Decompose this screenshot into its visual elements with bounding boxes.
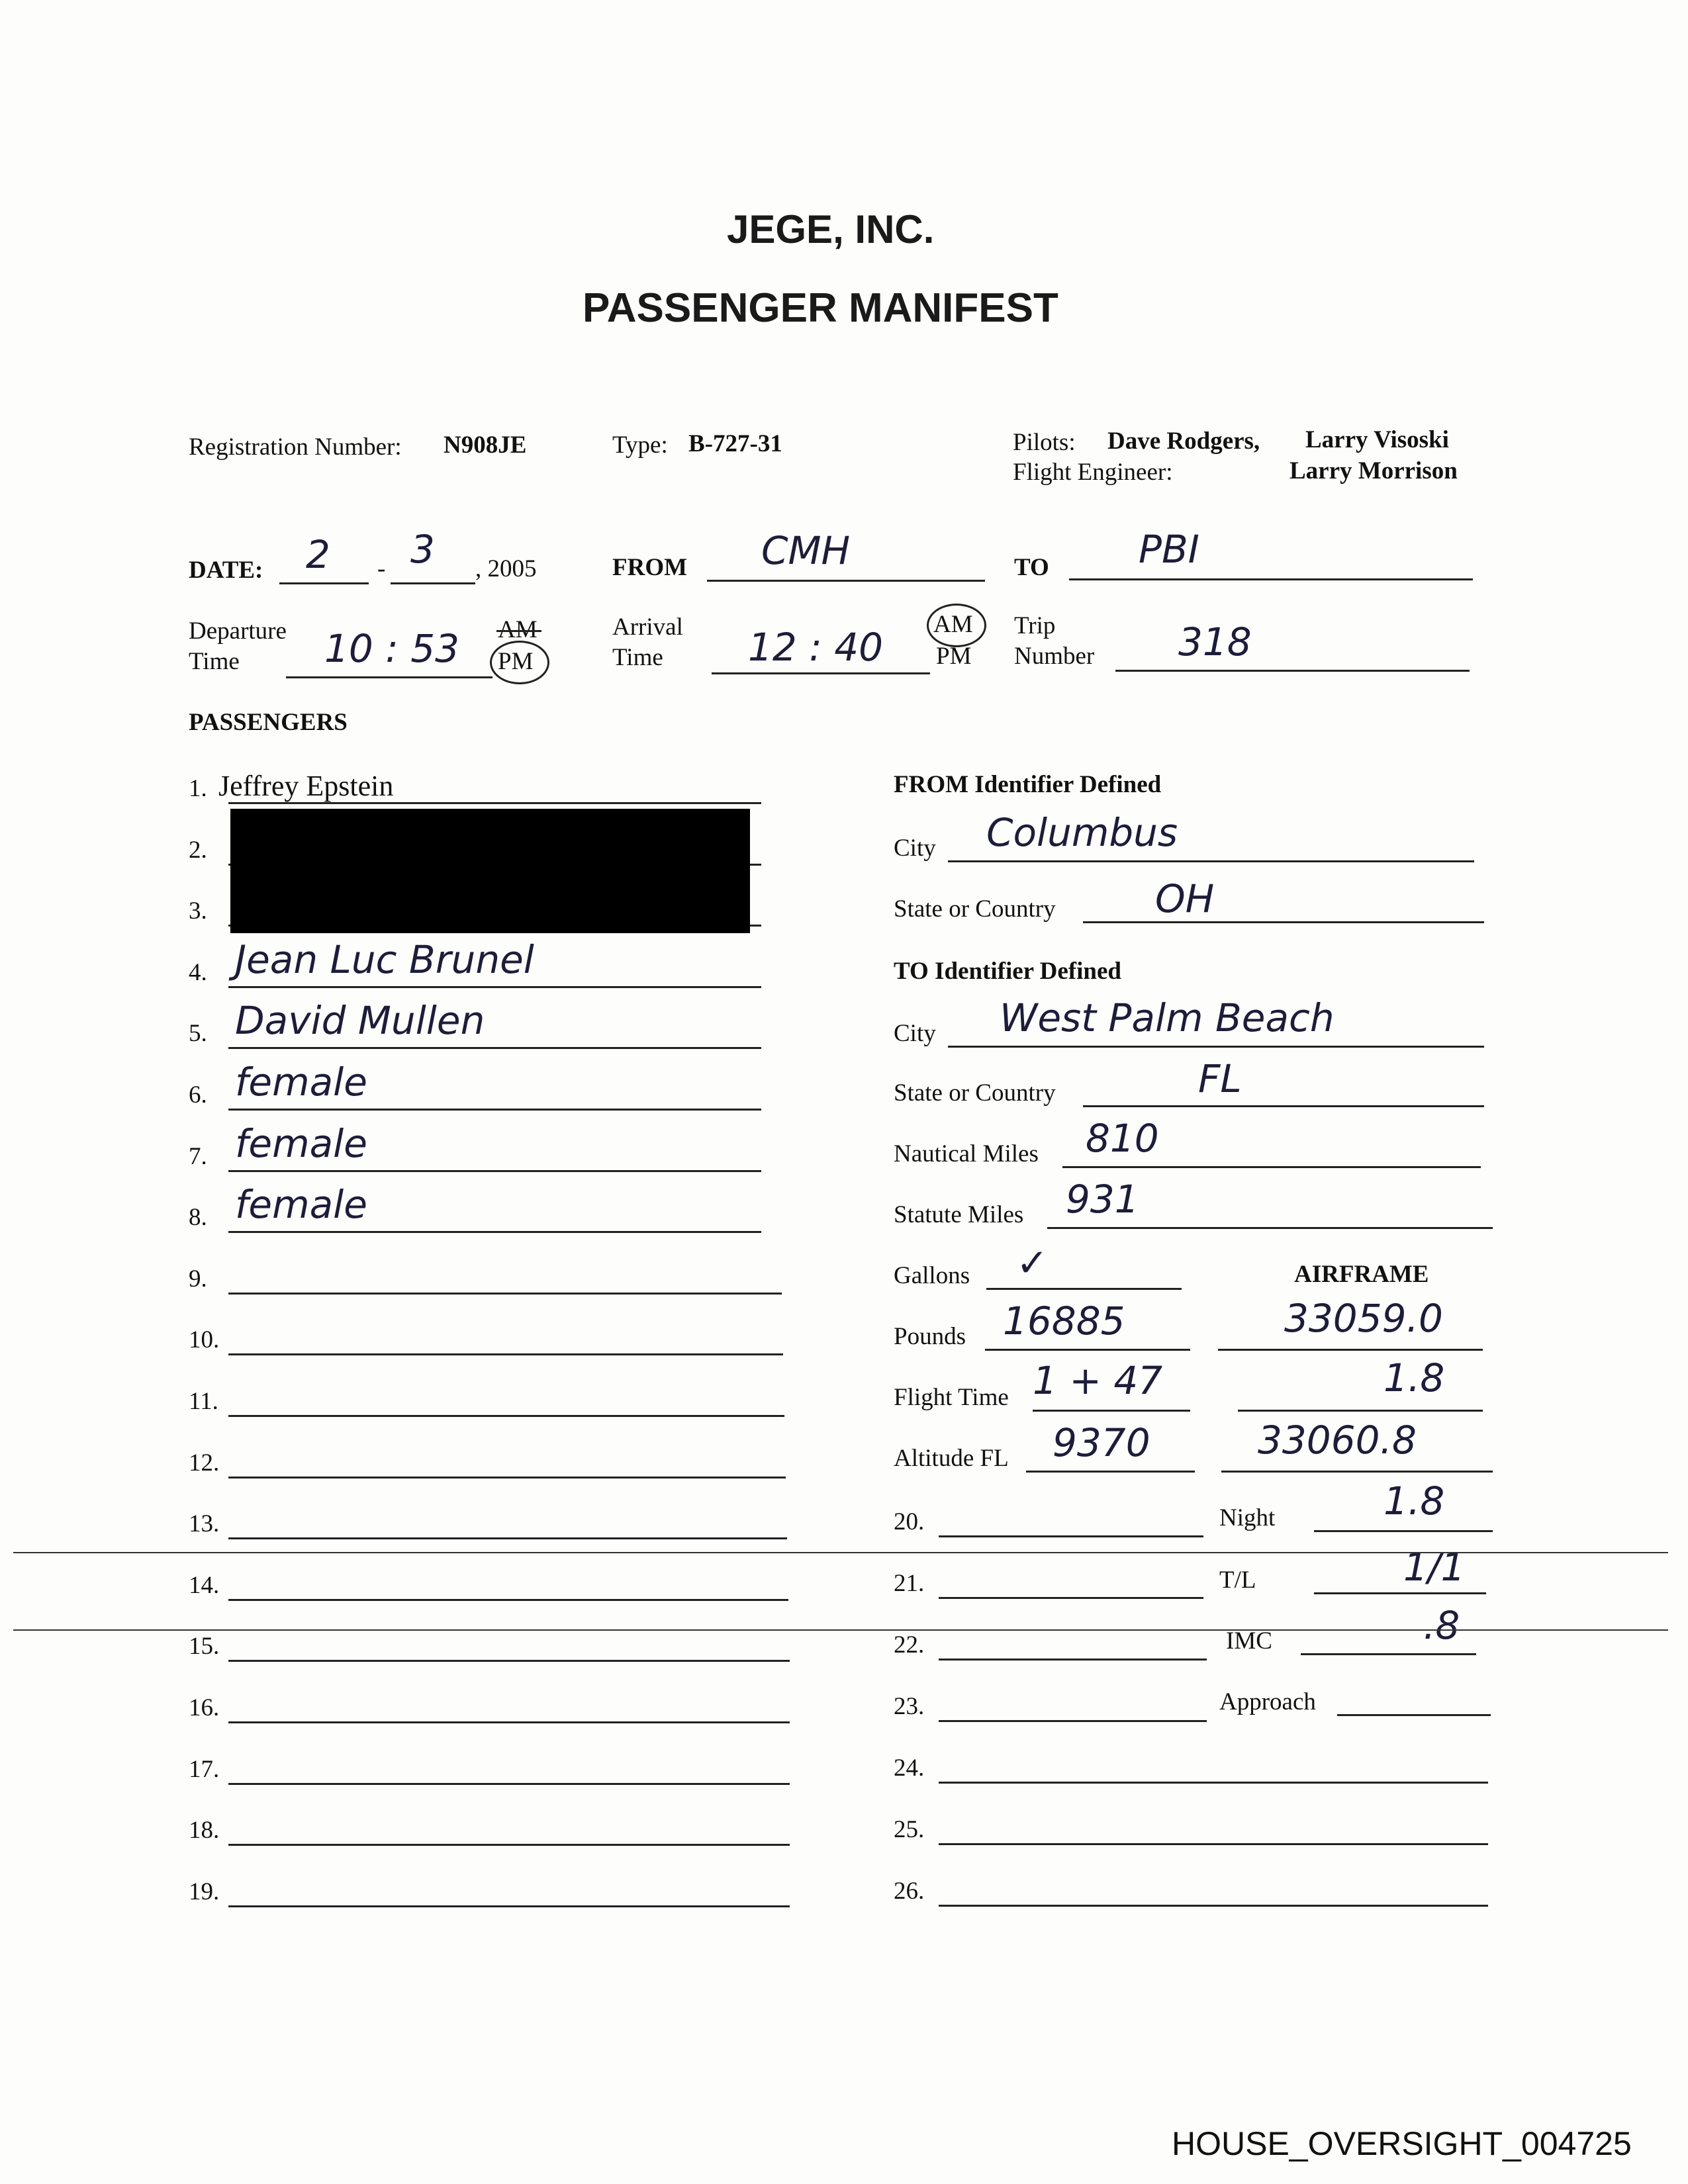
tl-value: 1/1 — [1403, 1545, 1466, 1590]
passenger-number: 11. — [189, 1388, 218, 1415]
passenger-line — [228, 1537, 787, 1539]
passenger-line — [228, 1844, 790, 1846]
type-value: B-727-31 — [688, 430, 782, 457]
altitude-label: Altitude FL — [894, 1445, 1009, 1472]
departure-label-2: Time — [189, 648, 240, 675]
passenger-line — [228, 1170, 761, 1172]
passenger-number: 12. — [189, 1449, 220, 1477]
night-label: Night — [1219, 1504, 1276, 1531]
redaction-block — [230, 809, 750, 933]
passenger-name: David Mullen — [235, 998, 485, 1044]
night-line — [1314, 1530, 1493, 1532]
pilots-label: Pilots: — [1013, 429, 1076, 456]
passenger-name: Jeffrey Epstein — [218, 770, 394, 802]
to-value: PBI — [1139, 527, 1199, 572]
imc-label: IMC — [1226, 1627, 1272, 1655]
to-line — [1069, 578, 1473, 580]
arrival-time-value: 12 : 40 — [748, 625, 884, 670]
departure-pm-circle — [490, 641, 549, 684]
passenger-line — [228, 1231, 761, 1233]
date-month-value: 2 — [306, 532, 330, 577]
extra-row-line — [939, 1659, 1207, 1661]
scan-line-1 — [13, 1552, 1668, 1553]
passenger-line — [228, 1783, 790, 1785]
date-day-line — [391, 582, 475, 584]
departure-am-option: AM — [498, 616, 538, 643]
to-label: TO — [1014, 554, 1049, 581]
passenger-name: Jean Luc Brunel — [235, 936, 534, 982]
date-day-value: 3 — [410, 527, 435, 572]
date-label: DATE: — [189, 557, 263, 584]
extra-row-number: 22. — [894, 1631, 925, 1659]
passenger-line — [228, 1353, 783, 1355]
extra-row-number: 21. — [894, 1570, 925, 1597]
registration-label: Registration Number: — [189, 433, 402, 461]
extra-row-number: 20. — [894, 1508, 925, 1535]
pilot-1: Dave Rodgers, — [1107, 428, 1260, 455]
extra-row-line — [939, 1782, 1488, 1784]
passenger-number: 14. — [189, 1571, 220, 1599]
passenger-line — [228, 1905, 790, 1907]
departure-pm-option: PM — [498, 648, 534, 675]
flight-time-value: 1 + 47 — [1033, 1358, 1163, 1403]
airframe-label: AIRFRAME — [1294, 1261, 1429, 1288]
extra-row-number: 23. — [894, 1693, 925, 1720]
departure-time-value: 10 : 53 — [324, 626, 460, 671]
approach-line — [1337, 1714, 1491, 1716]
extra-row-line — [939, 1843, 1488, 1845]
extra-row-line — [939, 1597, 1203, 1599]
departure-label-1: Departure — [189, 617, 287, 645]
departure-time-line — [286, 676, 492, 678]
passenger-number: 16. — [189, 1694, 220, 1721]
trip-label-1: Trip — [1014, 612, 1056, 639]
passenger-number: 3. — [189, 897, 207, 925]
tl-line — [1314, 1592, 1486, 1594]
statute-miles-line — [1047, 1227, 1493, 1229]
trip-number-value: 318 — [1178, 619, 1252, 664]
scan-line-2 — [13, 1629, 1668, 1631]
passenger-line — [228, 1415, 784, 1417]
to-identifier-heading: TO Identifier Defined — [894, 958, 1121, 985]
passenger-number: 6. — [189, 1081, 207, 1109]
date-month-line — [279, 582, 369, 584]
flight-engineer-label: Flight Engineer: — [1013, 459, 1173, 486]
to-state-label: State or Country — [894, 1079, 1056, 1107]
departure-am-strikethrough — [496, 630, 541, 632]
passenger-number: 7. — [189, 1142, 207, 1170]
passenger-number: 17. — [189, 1755, 220, 1783]
passenger-number: 9. — [189, 1265, 207, 1293]
gallons-line — [986, 1288, 1182, 1290]
to-state-line — [1083, 1105, 1484, 1107]
statute-miles-value: 931 — [1066, 1177, 1139, 1222]
airframe-2-value: 1.8 — [1383, 1355, 1445, 1400]
altitude-value: 9370 — [1053, 1420, 1150, 1465]
to-city-value: West Palm Beach — [1000, 995, 1335, 1040]
tl-label: T/L — [1219, 1567, 1256, 1594]
extra-row-line — [939, 1720, 1207, 1722]
imc-value: .8 — [1423, 1603, 1460, 1648]
arrival-pm-option: PM — [936, 643, 972, 670]
airframe-1-line — [1218, 1349, 1483, 1351]
passenger-number: 19. — [189, 1878, 220, 1905]
nautical-miles-value: 810 — [1086, 1116, 1159, 1161]
passengers-heading: PASSENGERS — [189, 709, 348, 736]
to-city-line — [948, 1046, 1484, 1048]
imc-line — [1301, 1653, 1476, 1655]
date-year: , 2005 — [475, 555, 537, 582]
extra-row-line — [939, 1535, 1203, 1537]
flight-time-label: Flight Time — [894, 1384, 1009, 1411]
document-title: PASSENGER MANIFEST — [583, 285, 1058, 331]
passenger-line — [228, 1721, 790, 1723]
trip-label-2: Number — [1014, 643, 1095, 670]
airframe-3-line — [1221, 1471, 1493, 1473]
arrival-label-2: Time — [612, 644, 663, 671]
passenger-number: 18. — [189, 1817, 220, 1844]
company-name: JEGE, INC. — [727, 207, 935, 251]
passenger-line — [228, 1293, 782, 1295]
flight-engineer-value: Larry Morrison — [1289, 457, 1458, 484]
passenger-name: female — [235, 1120, 367, 1166]
passenger-number: 15. — [189, 1633, 220, 1661]
airframe-1-value: 33059.0 — [1284, 1296, 1443, 1341]
statute-miles-label: Statute Miles — [894, 1201, 1024, 1228]
type-label: Type: — [612, 432, 668, 459]
pounds-value: 16885 — [1003, 1298, 1125, 1343]
passenger-line — [228, 1660, 790, 1662]
airframe-2-line — [1238, 1410, 1483, 1412]
registration-value: N908JE — [444, 432, 527, 459]
passenger-line — [228, 1109, 761, 1111]
from-state-value: OH — [1155, 876, 1215, 921]
pounds-label: Pounds — [894, 1323, 966, 1350]
approach-label: Approach — [1219, 1688, 1316, 1715]
extra-row-number: 26. — [894, 1878, 925, 1905]
date-separator: - — [377, 555, 386, 582]
flight-time-line — [1033, 1410, 1190, 1412]
passenger-line — [228, 1599, 788, 1601]
gallons-label: Gallons — [894, 1262, 970, 1289]
arrival-am-circle — [927, 604, 986, 647]
passenger-name: female — [235, 1182, 367, 1228]
passenger-number: 1. — [189, 775, 207, 802]
from-line — [707, 580, 985, 582]
trip-number-line — [1115, 670, 1470, 672]
from-city-line — [948, 860, 1474, 862]
to-city-label: City — [894, 1020, 936, 1047]
from-state-line — [1083, 921, 1484, 923]
from-city-label: City — [894, 835, 936, 862]
extra-row-number: 25. — [894, 1816, 925, 1843]
nautical-miles-label: Nautical Miles — [894, 1140, 1039, 1167]
arrival-time-line — [712, 672, 930, 674]
passenger-number: 13. — [189, 1510, 220, 1538]
passenger-line — [228, 1477, 786, 1479]
gallons-value: ✓ — [1016, 1240, 1049, 1285]
nautical-miles-line — [1062, 1166, 1481, 1168]
passenger-name: female — [235, 1060, 367, 1105]
altitude-line — [1026, 1471, 1195, 1473]
extra-row-line — [939, 1905, 1488, 1907]
passenger-number: 8. — [189, 1204, 207, 1232]
passenger-number: 4. — [189, 958, 207, 986]
night-value: 1.8 — [1383, 1479, 1445, 1524]
from-city-value: Columbus — [986, 810, 1178, 855]
arrival-label-1: Arrival — [612, 614, 683, 641]
from-identifier-heading: FROM Identifier Defined — [894, 771, 1162, 798]
pilot-2: Larry Visoski — [1305, 426, 1449, 453]
from-state-label: State or Country — [894, 895, 1056, 923]
to-state-value: FL — [1198, 1056, 1242, 1101]
bates-number: HOUSE_OVERSIGHT_004725 — [1172, 2125, 1632, 2162]
pounds-line — [985, 1349, 1190, 1351]
passenger-number: 2. — [189, 836, 207, 864]
arrival-am-option: AM — [933, 611, 973, 638]
passenger-number: 10. — [189, 1326, 220, 1354]
airframe-3-value: 33060.8 — [1258, 1418, 1417, 1463]
passenger-line — [228, 986, 761, 988]
passenger-line — [228, 1047, 761, 1049]
from-value: CMH — [761, 528, 851, 573]
passenger-number: 5. — [189, 1020, 207, 1048]
from-label: FROM — [612, 554, 688, 581]
extra-row-number: 24. — [894, 1754, 925, 1782]
